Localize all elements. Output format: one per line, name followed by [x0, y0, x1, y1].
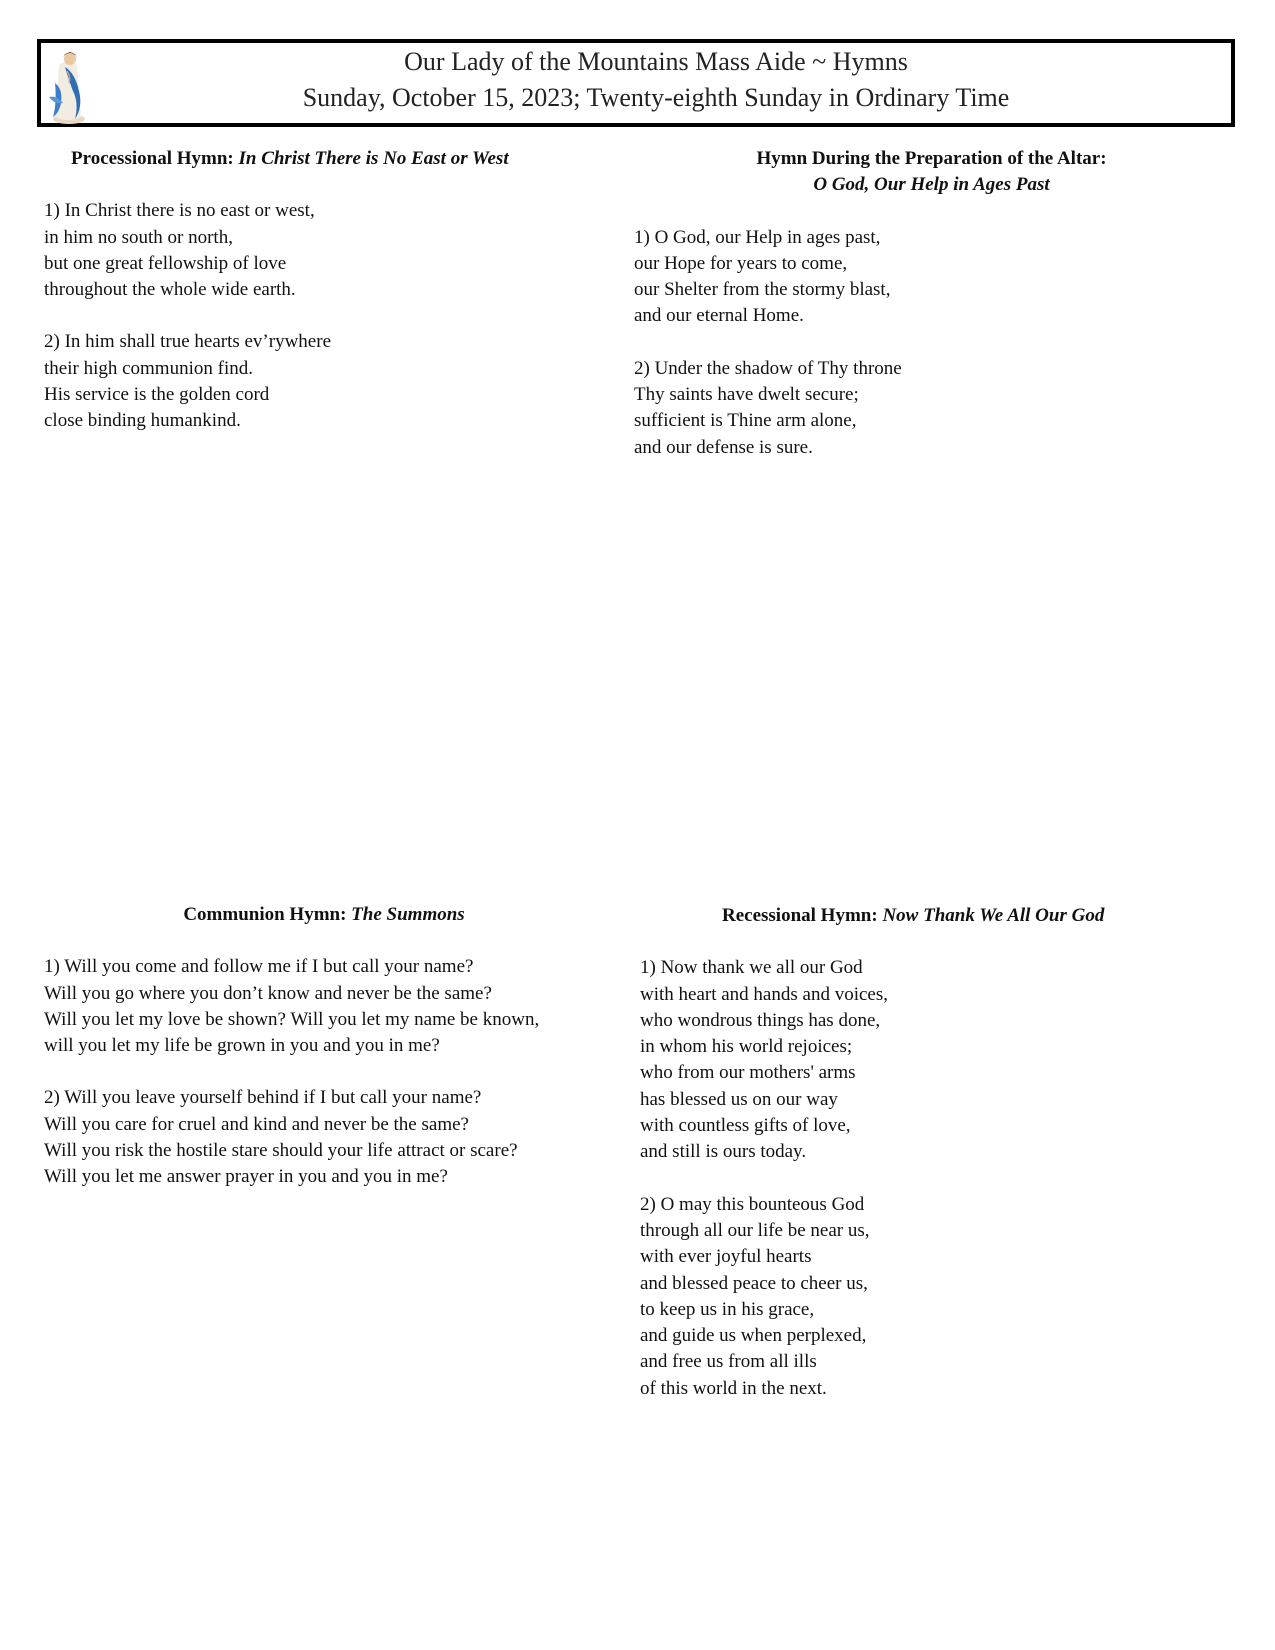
verse-line: throughout the whole wide earth.	[44, 279, 296, 301]
verse-line: 1) In Christ there is no east or west,	[44, 200, 315, 222]
verse	[44, 1085, 604, 1190]
verse-line: of this world in the next.	[640, 1377, 827, 1399]
verse-line: 2) In him shall true hearts ev’rywhere	[44, 331, 332, 353]
verse	[634, 225, 1214, 330]
verse-line: with ever joyful hearts	[640, 1246, 812, 1268]
verse	[640, 955, 1240, 1165]
verse-line: but one great fellowship of love	[44, 252, 287, 274]
recessional-title: Now Thank We All Our God	[882, 905, 1105, 926]
verse-line: in him no south or north,	[44, 226, 233, 248]
verse-line: 1) O God, our Help in ages past,	[634, 226, 881, 248]
processional-heading	[44, 146, 584, 172]
verse-line: through all our life be near us,	[640, 1219, 870, 1241]
verse-line: 2) Under the shadow of Thy throne	[634, 357, 902, 379]
verse-line: will you let my life be grown in you and you in me?	[44, 1035, 440, 1057]
preparation-hymn	[634, 146, 1214, 461]
communion-heading	[44, 902, 604, 928]
communion-hymn	[44, 902, 604, 1191]
header-date: Sunday, October 15, 2023; Twenty-eighth Sunday in Ordinary Time	[302, 83, 1010, 112]
verse-line: close binding humankind.	[44, 410, 241, 432]
verse-line: and blessed peace to cheer us,	[640, 1272, 868, 1294]
verse-line: who wondrous things has done,	[640, 1009, 881, 1031]
verse	[44, 329, 584, 434]
header-title: Our Lady of the Mountains Mass Aide ~ Hymns	[404, 47, 908, 76]
verse-line: sufficient is Thine arm alone,	[634, 410, 857, 432]
verse-line: their high communion find.	[44, 357, 253, 379]
verse-line: to keep us in his grace,	[640, 1298, 815, 1320]
preparation-title: O God, Our Help in Ages Past	[813, 174, 1050, 196]
verse-line: 2) O may this bounteous God	[640, 1193, 865, 1215]
verse-line: our Shelter from the stormy blast,	[634, 279, 891, 301]
verse-line: and guide us when perplexed,	[640, 1325, 867, 1347]
verse	[44, 954, 604, 1059]
processional-hymn	[44, 146, 584, 435]
communion-title: The Summons	[351, 904, 465, 925]
verse-line: and still is ours today.	[640, 1141, 807, 1163]
verse-line: Will you go where you don’t know and never be the same?	[44, 982, 492, 1004]
recessional-hymn	[640, 903, 1240, 1402]
verse	[634, 356, 1214, 461]
verse-line: with heart and hands and voices,	[640, 983, 888, 1005]
communion-label: Communion Hymn:	[183, 904, 352, 925]
verse-line: Will you let my love be shown? Will you let my name be known,	[44, 1008, 540, 1030]
processional-title: In Christ There is No East or West	[238, 148, 509, 169]
processional-label: Processional Hymn:	[71, 148, 239, 169]
recessional-heading	[640, 903, 1240, 929]
verse-line: 1) Will you come and follow me if I but call your name?	[44, 956, 474, 978]
verse-line: our Hope for years to come,	[634, 252, 848, 274]
verse-line: 1) Now thank we all our God	[640, 957, 863, 979]
preparation-heading	[634, 146, 1229, 199]
verse-line: who from our mothers' arms	[640, 1062, 856, 1084]
header-box	[37, 39, 1235, 127]
verse-line: in whom his world rejoices;	[640, 1036, 853, 1058]
verse-line: 2) Will you leave yourself behind if I but call your name?	[44, 1087, 482, 1109]
verse-line: Will you risk the hostile stare should your life attract or scare?	[44, 1140, 518, 1162]
verse-line: and our eternal Home.	[634, 305, 804, 327]
verse-line: Will you care for cruel and kind and never be the same?	[44, 1113, 469, 1135]
verse	[44, 198, 584, 303]
verse-line: and free us from all ills	[640, 1351, 817, 1373]
verse	[640, 1192, 1240, 1402]
verse-line: Will you let me answer prayer in you and you in me?	[44, 1166, 448, 1188]
verse-line: with countless gifts of love,	[640, 1115, 851, 1137]
verse-line: Thy saints have dwelt secure;	[634, 384, 859, 406]
virgin-mary-icon	[45, 47, 91, 125]
preparation-label: Hymn During the Preparation of the Altar:	[756, 148, 1107, 169]
verse-line: His service is the golden cord	[44, 384, 270, 406]
verse-line: and our defense is sure.	[634, 436, 813, 458]
verse-line: has blessed us on our way	[640, 1088, 838, 1110]
recessional-label: Recessional Hymn:	[722, 905, 883, 926]
